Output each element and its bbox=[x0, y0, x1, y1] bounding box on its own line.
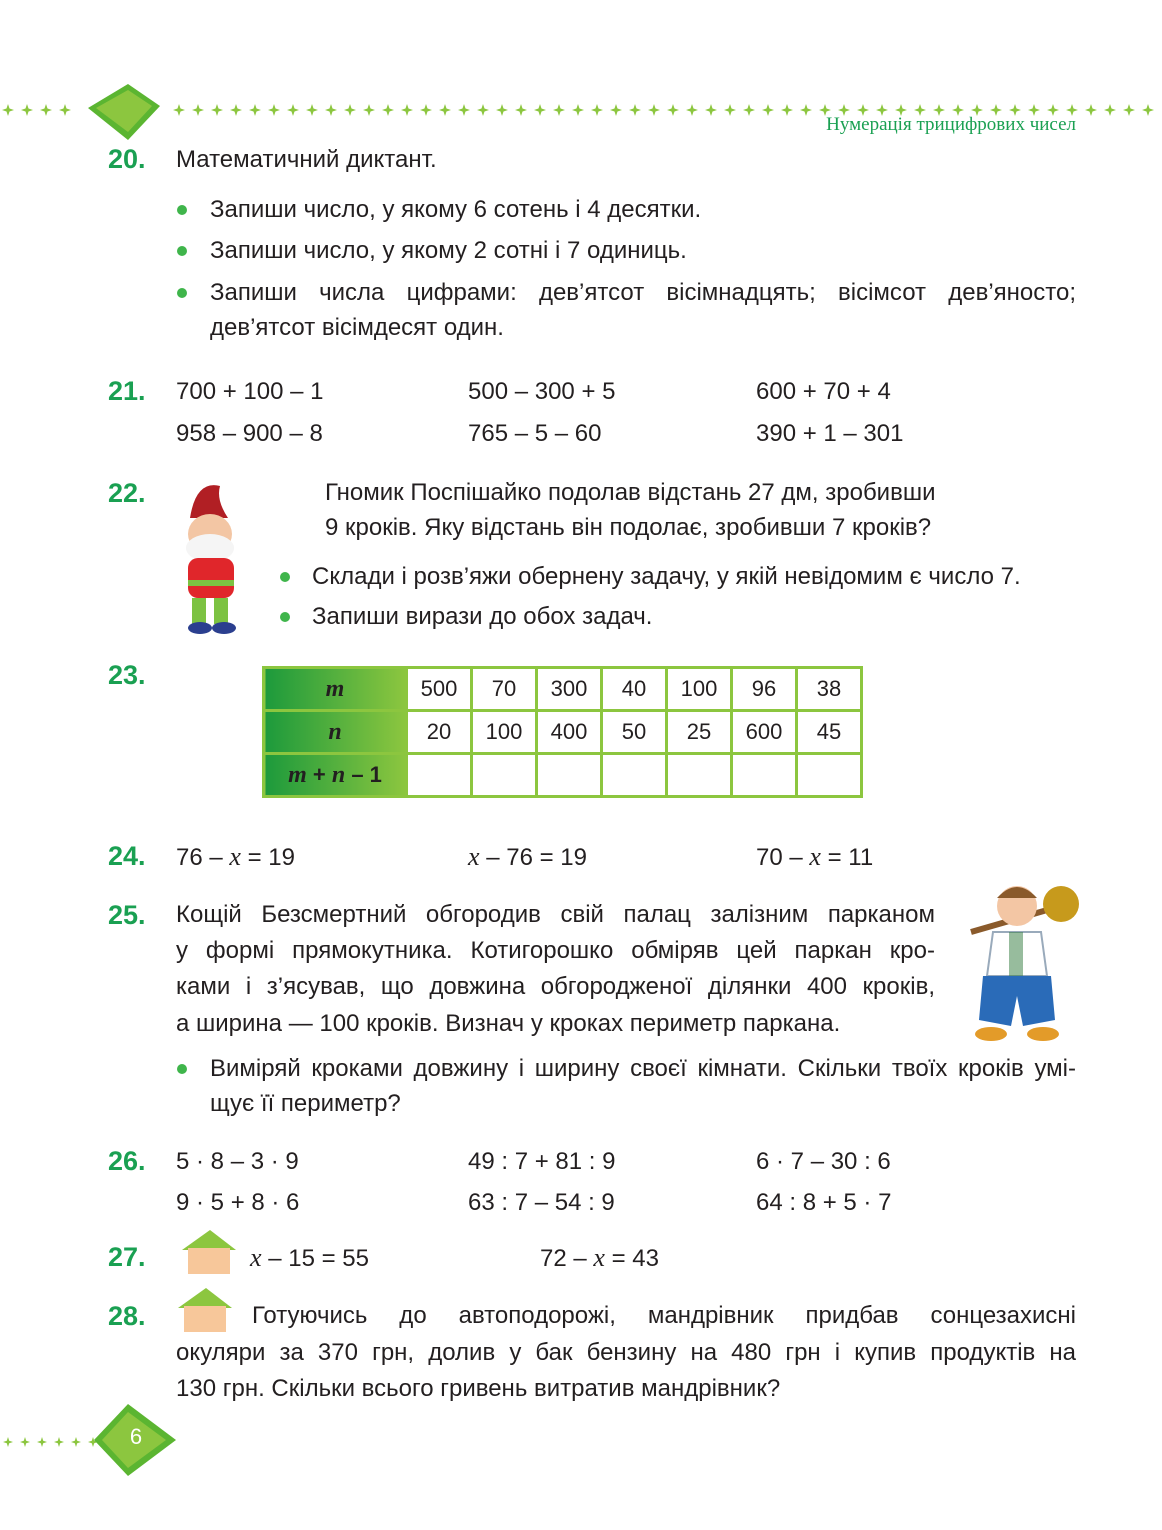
task-20-bullet-3-line-2: дев’ятсот вісімдесят один. bbox=[210, 314, 504, 341]
task-24-equation-3: 70 – x = 11 bbox=[756, 842, 874, 871]
star-ornament-icon bbox=[496, 104, 508, 116]
star-ornament-icon bbox=[705, 104, 717, 116]
star-ornament-icon bbox=[249, 104, 261, 116]
task-20-bullet-3-line-1: Запиши числа цифрами: дев’ятсот вісімнадцять; вісімсот дев’яносто; bbox=[210, 279, 1076, 306]
task-number-22: 22. bbox=[108, 478, 146, 508]
star-ornament-icon bbox=[534, 104, 546, 116]
task-21-expr-5: 765 – 5 – 60 bbox=[468, 420, 602, 447]
task-26-expr-2: 49 : 7 + 81 : 9 bbox=[468, 1148, 616, 1175]
bullet-icon bbox=[280, 612, 290, 622]
empty-answer-cell bbox=[797, 754, 862, 797]
star-ornament-icon bbox=[287, 104, 299, 116]
bullet-icon bbox=[177, 246, 187, 256]
expr-n: n bbox=[331, 761, 346, 788]
task-28-line-2: окуляри за 370 грн, долив у бак бензину на 480 грн і купив продуктів на bbox=[176, 1339, 1076, 1366]
task-28-line-1: Готуючись до автоподорожі, мандрівник придбав сонцезахисні bbox=[252, 1302, 1076, 1329]
task-25-bullet-line-1: Виміряй кроками довжину і ширину своєї кімнати. Скільки твоїх кроків умі- bbox=[210, 1055, 1076, 1082]
task-23-table bbox=[262, 666, 863, 798]
empty-answer-cell bbox=[667, 754, 732, 797]
home-task-icon bbox=[176, 1286, 234, 1334]
task-20-title: Математичний диктант. bbox=[176, 146, 437, 173]
table-cell: 20 bbox=[407, 711, 472, 754]
star-ornament-icon bbox=[54, 1437, 64, 1447]
table-row-m bbox=[264, 668, 862, 711]
star-ornament-icon bbox=[458, 104, 470, 116]
section-title: Нумерація трицифрових чисел bbox=[826, 114, 1076, 135]
star-ornament-icon bbox=[37, 1437, 47, 1447]
task-number-20: 20. bbox=[108, 144, 146, 174]
boy-with-mace-illustration bbox=[965, 876, 1085, 1048]
empty-answer-cell bbox=[407, 754, 472, 797]
star-ornament-icon bbox=[363, 104, 375, 116]
star-ornament-icon bbox=[3, 1437, 13, 1447]
table-cell: 300 bbox=[537, 668, 602, 711]
task-27-equation-2: 72 – x = 43 bbox=[540, 1243, 659, 1272]
star-ornament-icon bbox=[71, 1437, 81, 1447]
star-ornament-icon bbox=[325, 104, 337, 116]
task-number-27: 27. bbox=[108, 1242, 146, 1272]
bullet-icon bbox=[177, 1064, 187, 1074]
star-ornament-icon bbox=[173, 104, 185, 116]
task-26-expr-1: 5 · 8 – 3 · 9 bbox=[176, 1148, 299, 1175]
table-row-expression bbox=[264, 754, 862, 797]
task-22-line-2: 9 кроків. Яку відстань він подолає, зробивши 7 кроків? bbox=[325, 514, 932, 541]
task-22-bullet-1: Склади і розв’яжи обернену задачу, у якій невідомим є число 7. bbox=[312, 563, 1021, 590]
star-ornament-icon bbox=[192, 104, 204, 116]
star-ornament-icon bbox=[230, 104, 242, 116]
star-ornament-icon bbox=[743, 104, 755, 116]
task-24-equation-1: 76 – x = 19 bbox=[176, 842, 295, 871]
star-ornament-icon bbox=[515, 104, 527, 116]
table-cell: 100 bbox=[667, 668, 732, 711]
task-number-23: 23. bbox=[108, 660, 146, 690]
task-27-equation-1: x – 15 = 55 bbox=[250, 1243, 369, 1272]
table-cell: 600 bbox=[732, 711, 797, 754]
task-number-24: 24. bbox=[108, 841, 146, 871]
task-21-expr-3: 600 + 70 + 4 bbox=[756, 378, 891, 405]
table-cell: 400 bbox=[537, 711, 602, 754]
empty-answer-cell bbox=[732, 754, 797, 797]
star-ornament-icon bbox=[686, 104, 698, 116]
star-ornament-icon bbox=[762, 104, 774, 116]
star-ornament-icon bbox=[1104, 104, 1116, 116]
task-21-expr-6: 390 + 1 – 301 bbox=[756, 420, 904, 447]
bullet-icon bbox=[177, 205, 187, 215]
task-26-expr-3: 6 · 7 – 30 : 6 bbox=[756, 1148, 891, 1175]
star-ornament-icon bbox=[629, 104, 641, 116]
star-ornament-icon bbox=[610, 104, 622, 116]
task-26-expr-6: 64 : 8 + 5 · 7 bbox=[756, 1189, 892, 1216]
bullet-icon bbox=[280, 572, 290, 582]
task-28-line-3: 130 грн. Скільки всього гривень витратив мандрівник? bbox=[176, 1375, 781, 1402]
task-number-28: 28. bbox=[108, 1301, 146, 1331]
star-ornament-icon bbox=[553, 104, 565, 116]
task-26-expr-4: 9 · 5 + 8 · 6 bbox=[176, 1189, 300, 1216]
star-ornament-icon bbox=[268, 104, 280, 116]
star-ornament-icon bbox=[1085, 104, 1097, 116]
table-cell: 40 bbox=[602, 668, 667, 711]
star-ornament-icon bbox=[382, 104, 394, 116]
star-ornament-icon bbox=[1123, 104, 1135, 116]
task-22-line-1: Гномик Поспішайко подолав відстань 27 дм, зробивши bbox=[325, 479, 936, 506]
table-cell: 25 bbox=[667, 711, 732, 754]
task-20-bullet-2: Запиши число, у якому 2 сотні і 7 одиниць. bbox=[210, 237, 687, 264]
task-number-21: 21. bbox=[108, 376, 146, 406]
task-25-line-4: а ширина — 100 кроків. Визнач у кроках периметр паркана. bbox=[176, 1010, 841, 1037]
empty-answer-cell bbox=[537, 754, 602, 797]
task-21-expr-4: 958 – 900 – 8 bbox=[176, 420, 323, 447]
row-header-n: n bbox=[264, 711, 407, 754]
star-ornament-icon bbox=[591, 104, 603, 116]
table-cell: 70 bbox=[472, 668, 537, 711]
task-26-expr-5: 63 : 7 – 54 : 9 bbox=[468, 1189, 615, 1216]
table-cell: 50 bbox=[602, 711, 667, 754]
star-ornament-icon bbox=[667, 104, 679, 116]
table-cell: 38 bbox=[797, 668, 862, 711]
task-21-expr-1: 700 + 100 – 1 bbox=[176, 378, 324, 405]
table-row-n bbox=[264, 711, 862, 754]
expr-m: m bbox=[288, 761, 307, 788]
task-number-25: 25. bbox=[108, 900, 146, 930]
star-ornament-icon bbox=[401, 104, 413, 116]
table-cell: 96 bbox=[732, 668, 797, 711]
page-number: 6 bbox=[129, 1424, 143, 1449]
task-21-expr-2: 500 – 300 + 5 bbox=[468, 378, 616, 405]
star-ornament-icon bbox=[439, 104, 451, 116]
row-header-m: m bbox=[264, 668, 407, 711]
task-25-line-1: Кощій Безсмертний обгородив свій палац залізним парканом bbox=[176, 901, 935, 928]
star-ornament-icon bbox=[59, 104, 71, 116]
star-ornament-icon bbox=[477, 104, 489, 116]
star-ornament-icon bbox=[420, 104, 432, 116]
star-ornament-icon bbox=[1142, 104, 1154, 116]
star-ornament-icon bbox=[40, 104, 52, 116]
table-cell: 45 bbox=[797, 711, 862, 754]
expr-minus-one: – 1 bbox=[345, 761, 382, 787]
table-cell: 100 bbox=[472, 711, 537, 754]
star-ornament-icon bbox=[781, 104, 793, 116]
gnome-illustration bbox=[176, 478, 248, 638]
footer-star-row bbox=[3, 1437, 98, 1447]
star-ornament-icon bbox=[724, 104, 736, 116]
task-22-bullet-2: Запиши вирази до обох задач. bbox=[312, 603, 653, 630]
star-ornament-icon bbox=[306, 104, 318, 116]
row-header-expression bbox=[264, 754, 407, 797]
star-ornament-icon bbox=[648, 104, 660, 116]
empty-answer-cell bbox=[602, 754, 667, 797]
table-cell: 500 bbox=[407, 668, 472, 711]
task-number-26: 26. bbox=[108, 1146, 146, 1176]
star-ornament-icon bbox=[800, 104, 812, 116]
task-25-line-3: ками і з’ясував, що довжина обгородженої ділянки 400 кроків, bbox=[176, 973, 935, 1000]
task-25-bullet-line-2: щує її периметр? bbox=[210, 1090, 401, 1117]
star-ornament-icon bbox=[21, 104, 33, 116]
expr-plus: + bbox=[306, 761, 332, 787]
home-task-icon bbox=[180, 1228, 238, 1276]
task-25-line-2: у формі прямокутника. Котигорошко обміряв цей паркан кро- bbox=[176, 937, 935, 964]
star-ornament-icon bbox=[211, 104, 223, 116]
empty-answer-cell bbox=[472, 754, 537, 797]
star-ornament-icon bbox=[344, 104, 356, 116]
task-24-equation-2: x – 76 = 19 bbox=[468, 842, 587, 871]
star-ornament-icon bbox=[20, 1437, 30, 1447]
bullet-icon bbox=[177, 288, 187, 298]
star-ornament-icon bbox=[2, 104, 14, 116]
footer-ornament bbox=[0, 1404, 200, 1476]
star-ornament-icon bbox=[572, 104, 584, 116]
task-20-bullet-1: Запиши число, у якому 6 сотень і 4 десятки. bbox=[210, 196, 702, 223]
